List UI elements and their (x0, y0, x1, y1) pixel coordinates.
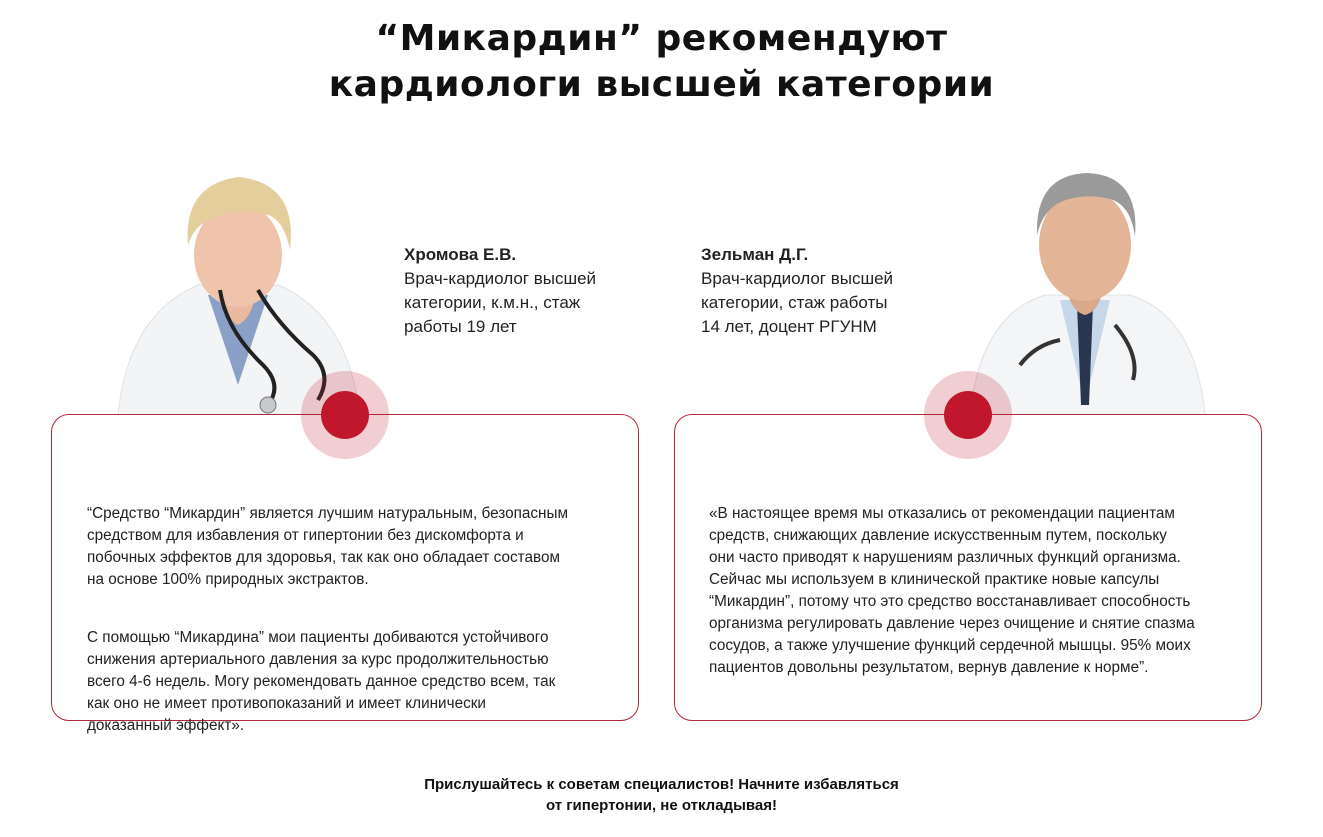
marker-dot (321, 391, 369, 439)
page-title (0, 16, 1323, 108)
doctor-name: Хромова Е.В. (404, 245, 517, 264)
doctor-name: Зельман Д.Г. (701, 245, 809, 264)
quote-paragraph: “Средство “Микардин” является лучшим натуральным, безопасным средством для избавления от гипертонии без дискомфорта и побочных эффектов для здоровья, так как оно обладает составом на основе 100% природных экстрактов. (87, 505, 569, 588)
doctor-description: Врач-кардиолог высшей категории, стаж работы 14 лет, доцент РГУНМ (701, 269, 894, 336)
quote-paragraph: С помощью “Микардина” мои пациенты добиваются устойчивого снижения артериального давления за курс продолжительностью всего 4-6 недель. Могу рекомендовать данное средство всем, так как оно не имеет противопоказаний и имеет клинически доказанный эффект». (87, 629, 556, 734)
marker-dot (944, 391, 992, 439)
card-marker-right (924, 371, 1012, 459)
page-title-line-2: кардиологи высшей категории (328, 64, 995, 105)
card-marker-left (301, 371, 389, 459)
testimonial-quote-zelman (709, 481, 1249, 715)
doctor-info-zelman (701, 243, 893, 339)
doctor-description: Врач-кардиолог высшей категории, к.м.н., стаж работы 19 лет (404, 269, 597, 336)
footer-line-2: от гипертонии, не откладывая! (546, 797, 777, 814)
footer-callout (0, 774, 1323, 816)
quote-paragraph: «В настоящее время мы отказались от рекомендации пациентам средств, снижающих давление искусственным путем, поскольку они часто приводят к нарушениям различных функций организма. Сейчас мы используем в клинической практике новые капсулы “Микардин”, потому что это средство восстанавливает способность организма регулировать давление через очищение и снятие спазма сосудов, а также улучшение функций сердечной мышцы. 95% моих пациентов довольны результатом, вернув давление к норме”. (709, 505, 1195, 676)
page-title-line-1: “Микардин” рекомендуют (375, 18, 948, 59)
doctor-info-khromova (404, 243, 596, 339)
testimonial-quote-khromova (87, 481, 627, 773)
footer-line-1: Прислушайтесь к советам специалистов! Начните избавляться (424, 776, 899, 793)
